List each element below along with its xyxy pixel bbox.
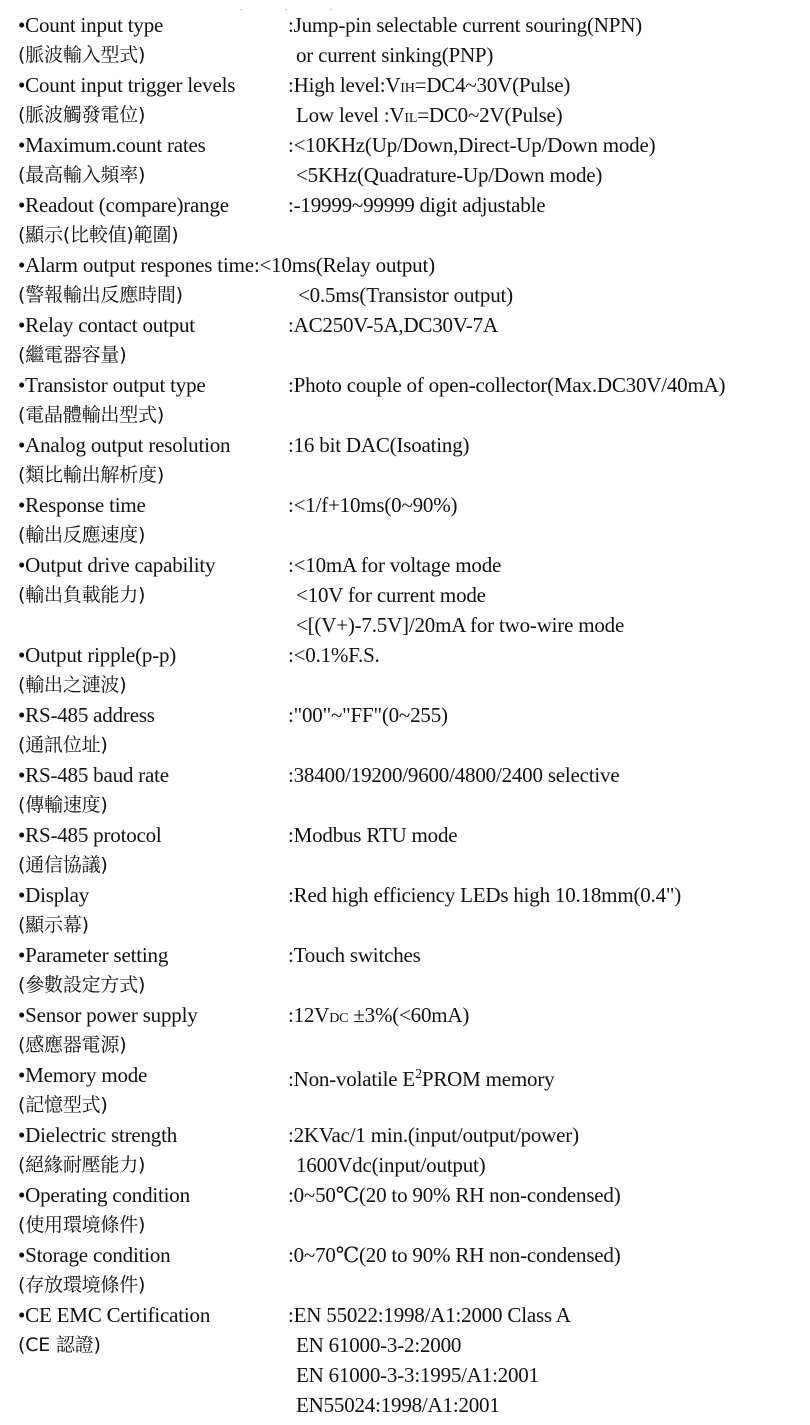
spec-label-en: • Count input type bbox=[18, 10, 288, 40]
spec-value-line: :"00"~"FF"(0~255) bbox=[288, 703, 448, 727]
spec-row bbox=[18, 1300, 804, 1420]
spec-row bbox=[18, 940, 804, 1000]
spec-value-line: :Jump-pin selectable current souring(NPN) bbox=[288, 13, 642, 37]
spec-value bbox=[288, 1300, 804, 1420]
spec-value-line: :38400/19200/9600/4800/2400 selective bbox=[288, 763, 620, 787]
spec-value-line: <5KHz(Quadrature-Up/Down mode) bbox=[296, 163, 603, 187]
spec-label-en: • Output drive capability bbox=[18, 550, 288, 580]
spec-label bbox=[18, 640, 288, 700]
spec-label-zh: (警報輸出反應時間) bbox=[18, 284, 183, 306]
spec-label-zh: (電晶體輸出型式) bbox=[18, 404, 165, 426]
spec-label-zh: (最高輸入頻率) bbox=[18, 164, 146, 186]
spec-label-en: • Display bbox=[18, 880, 288, 910]
spec-value-line: :High level:VIH=DC4~30V(Pulse) bbox=[288, 73, 571, 97]
spec-row bbox=[18, 190, 804, 250]
spec-label bbox=[18, 820, 288, 880]
spec-row bbox=[18, 700, 804, 760]
spec-label-zh: (存放環境條件) bbox=[18, 1274, 146, 1296]
spec-value-line: 1600Vdc(input/output) bbox=[296, 1153, 486, 1177]
spec-row bbox=[18, 1120, 804, 1180]
spec-label-zh: (使用環境條件) bbox=[18, 1214, 146, 1236]
spec-label-zh: (通信協議) bbox=[18, 854, 108, 876]
spec-label bbox=[18, 430, 288, 490]
spec-value bbox=[288, 130, 804, 190]
spec-label-en: • Alarm output respones time: bbox=[18, 250, 259, 280]
spec-value bbox=[288, 880, 804, 940]
spec-value-line: :0~50℃(20 to 90% RH non-condensed) bbox=[288, 1183, 621, 1207]
spec-value bbox=[288, 370, 804, 430]
spec-row bbox=[18, 550, 804, 640]
spec-row bbox=[18, 10, 804, 70]
spec-value bbox=[288, 1240, 804, 1300]
spec-label bbox=[18, 940, 288, 1000]
spec-label-zh: (絕緣耐壓能力) bbox=[18, 1154, 146, 1176]
spec-value-line: <[(V+)-7.5V]/20mA for two-wire mode bbox=[296, 613, 625, 637]
spec-label-zh: (傳輸速度) bbox=[18, 794, 108, 816]
spec-label-zh: (輸出負載能力) bbox=[18, 584, 146, 606]
spec-value-line: :0~70℃(20 to 90% RH non-condensed) bbox=[288, 1243, 621, 1267]
spec-row bbox=[18, 250, 804, 310]
spec-label bbox=[18, 1060, 288, 1120]
spec-value-line: :Photo couple of open-collector(Max.DC30V/40mA) bbox=[288, 373, 726, 397]
spec-value-line: :12VDC ±3%(<60mA) bbox=[288, 1003, 470, 1027]
spec-row bbox=[18, 1000, 804, 1060]
spec-label-en: • RS-485 baud rate bbox=[18, 760, 288, 790]
spec-value-line: <10V for current mode bbox=[296, 583, 486, 607]
spec-value bbox=[288, 820, 804, 880]
spec-label-zh: (參數設定方式) bbox=[18, 974, 146, 996]
spec-label-zh: (顯示(比較值)範圍) bbox=[18, 224, 179, 246]
spec-label bbox=[18, 1120, 288, 1180]
spec-value bbox=[288, 1000, 804, 1060]
spec-value-line: EN 61000-3-3:1995/A1:2001 bbox=[296, 1363, 539, 1387]
spec-label-en: • Parameter setting bbox=[18, 940, 288, 970]
spec-value-line: :Touch switches bbox=[288, 943, 421, 967]
spec-row bbox=[18, 130, 804, 190]
spec-row bbox=[18, 430, 804, 490]
spec-label bbox=[18, 1240, 288, 1300]
spec-value-line: :<10KHz(Up/Down,Direct-Up/Down mode) bbox=[288, 133, 656, 157]
spec-value bbox=[288, 1120, 804, 1180]
spec-value-line: :<0.1%F.S. bbox=[288, 643, 380, 667]
spec-label bbox=[18, 190, 288, 250]
spec-label-en: • Relay contact output bbox=[18, 310, 288, 340]
spec-value bbox=[288, 1180, 804, 1240]
spec-label-zh: (脈波輸入型式) bbox=[18, 44, 146, 66]
spec-value-line: EN 61000-3-2:2000 bbox=[296, 1333, 462, 1357]
spec-label-en: • Maximum.count rates bbox=[18, 130, 288, 160]
spec-label bbox=[18, 370, 288, 430]
spec-label bbox=[18, 10, 288, 70]
spec-label-en: • Readout (compare)range bbox=[18, 190, 288, 220]
spec-value-line: :Modbus RTU mode bbox=[288, 823, 458, 847]
scan-marks: . . . bbox=[240, 2, 353, 13]
spec-label-en: • CE EMC Certification bbox=[18, 1300, 288, 1330]
spec-label-zh: (顯示幕) bbox=[18, 914, 89, 936]
spec-value-line: :<1/f+10ms(0~90%) bbox=[288, 493, 458, 517]
spec-value-line: <10ms(Relay output) bbox=[259, 253, 435, 277]
spec-label-en: • Storage condition bbox=[18, 1240, 288, 1270]
spec-label bbox=[18, 70, 288, 130]
spec-row bbox=[18, 1180, 804, 1240]
spec-row bbox=[18, 370, 804, 430]
spec-value bbox=[288, 700, 804, 760]
spec-value-line: :Non-volatile $E^2PROM$ memory bbox=[288, 1067, 555, 1091]
spec-label-en: • Operating condition bbox=[18, 1180, 288, 1210]
spec-label bbox=[18, 1180, 288, 1240]
spec-value bbox=[288, 430, 804, 490]
spec-label-zh: (繼電器容量) bbox=[18, 344, 127, 366]
spec-label-en: • RS-485 protocol bbox=[18, 820, 288, 850]
spec-label-en: • Response time bbox=[18, 490, 288, 520]
spec-value-line: :<10mA for voltage mode bbox=[288, 553, 502, 577]
spec-label-zh: (輸出之漣波) bbox=[18, 674, 127, 696]
spec-label bbox=[18, 1000, 288, 1060]
spec-row bbox=[18, 310, 804, 370]
spec-row bbox=[18, 640, 804, 700]
spec-label-en: • Dielectric strength bbox=[18, 1120, 288, 1150]
spec-value bbox=[288, 310, 804, 370]
spec-value-line: or current sinking(PNP) bbox=[296, 43, 494, 67]
spec-value-line: :16 bit DAC(Isoating) bbox=[288, 433, 470, 457]
spec-value-line: :AC250V-5A,DC30V-7A bbox=[288, 313, 498, 337]
spec-label bbox=[18, 1300, 288, 1420]
spec-label-zh: (CE 認證) bbox=[18, 1334, 101, 1356]
spec-label bbox=[18, 490, 288, 550]
spec-label-zh: (記憶型式) bbox=[18, 1094, 108, 1116]
spec-value bbox=[288, 550, 804, 640]
spec-label-en: • Output ripple(p-p) bbox=[18, 640, 288, 670]
spec-label-en: • Analog output resolution bbox=[18, 430, 288, 460]
spec-label-en: • Sensor power supply bbox=[18, 1000, 288, 1030]
spec-label-en: • Transistor output type bbox=[18, 370, 288, 400]
spec-value-line: :-19999~99999 digit adjustable bbox=[288, 193, 546, 217]
spec-label bbox=[18, 880, 288, 940]
spec-label-en: • Memory mode bbox=[18, 1060, 288, 1090]
spec-row bbox=[18, 70, 804, 130]
spec-value-line: :Red high efficiency LEDs high 10.18mm(0.4") bbox=[288, 883, 682, 907]
spec-label bbox=[18, 700, 288, 760]
spec-label bbox=[18, 130, 288, 190]
spec-label-zh: (通訊位址) bbox=[18, 734, 108, 756]
spec-label bbox=[18, 550, 288, 640]
spec-label-zh: (類比輸出解析度) bbox=[18, 464, 165, 486]
spec-value bbox=[288, 70, 804, 130]
spec-value-line: :EN 55022:1998/A1:2000 Class A bbox=[288, 1303, 571, 1327]
spec-value bbox=[288, 490, 804, 550]
spec-label bbox=[18, 760, 288, 820]
spec-row bbox=[18, 820, 804, 880]
spec-list bbox=[18, 10, 804, 1420]
spec-value bbox=[288, 190, 804, 250]
spec-row bbox=[18, 490, 804, 550]
spec-label-en: • Count input trigger levels bbox=[18, 70, 288, 100]
spec-value bbox=[288, 1060, 804, 1120]
spec-value-line: :2KVac/1 min.(input/output/power) bbox=[288, 1123, 579, 1147]
spec-value bbox=[288, 760, 804, 820]
spec-value-line: Low level :VIL=DC0~2V(Pulse) bbox=[296, 103, 563, 127]
spec-row bbox=[18, 1240, 804, 1300]
spec-label-zh: (輸出反應速度) bbox=[18, 524, 146, 546]
spec-label-zh: (脈波觸發電位) bbox=[18, 104, 146, 126]
spec-row bbox=[18, 1060, 804, 1120]
spec-value bbox=[288, 640, 804, 700]
spec-value-line: <0.5ms(Transistor output) bbox=[298, 283, 513, 307]
spec-row bbox=[18, 880, 804, 940]
spec-row bbox=[18, 760, 804, 820]
spec-value bbox=[288, 10, 804, 70]
spec-label-zh: (感應器電源) bbox=[18, 1034, 127, 1056]
spec-value-line: EN55024:1998/A1:2001 bbox=[296, 1393, 500, 1417]
spec-value bbox=[288, 940, 804, 1000]
spec-label bbox=[18, 310, 288, 370]
spec-label-en: • RS-485 address bbox=[18, 700, 288, 730]
